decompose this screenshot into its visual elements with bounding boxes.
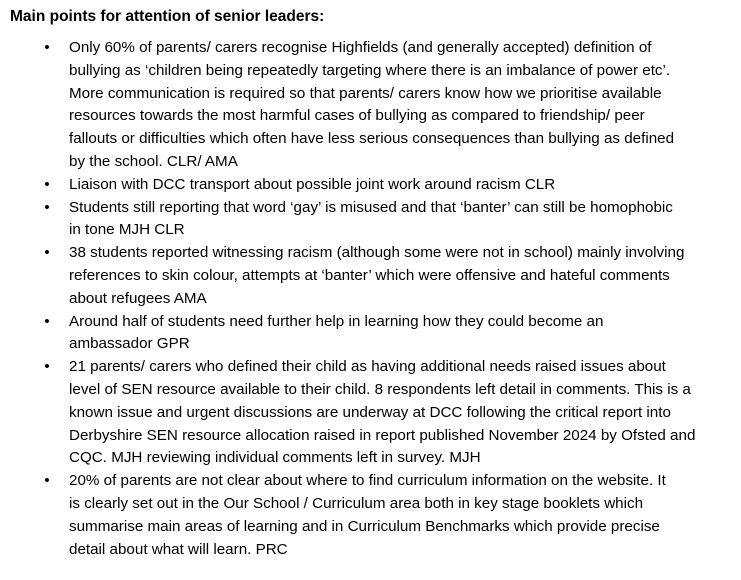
bullet-text-line: fallouts or difficulties which often have less serious consequences than bullying as defined xyxy=(69,130,675,148)
bullet-text-line: level of SEN resource available to their child. 8 respondents left detail in comments. This is a xyxy=(69,380,691,398)
bullet-item xyxy=(10,311,729,357)
bullet-text-line: about refugees AMA xyxy=(69,289,207,307)
bullet-text-line: Students still reporting that word ‘gay’ is misused and that ‘banter’ can still be homophobic xyxy=(69,198,673,216)
bullet-text-line: bullying as ‘children being repeatedly targeting where there is an imbalance of power etc’. xyxy=(69,61,671,79)
bullet-text-line: is clearly set out in the Our School / Curriculum area both in key stage booklets which xyxy=(69,494,644,512)
bullet-text-line: known issue and urgent discussions are underway at DCC following the critical report into xyxy=(69,403,671,421)
bullet-text-line: resources towards the most harmful cases of bullying as compared to friendship/ peer xyxy=(69,107,645,125)
bullet-text-line: detail about what will learn. PRC xyxy=(69,540,288,558)
bullet-text-line: Liaison with DCC transport about possible joint work around racism CLR xyxy=(69,175,556,193)
bullet-item xyxy=(10,356,729,470)
bullet-item xyxy=(10,174,729,197)
bullet-text-line: by the school. CLR/ AMA xyxy=(69,152,238,170)
bullet-text-line: in tone MJH CLR xyxy=(69,221,185,239)
bullet-item xyxy=(10,242,729,310)
bullet-text-line: CQC. MJH reviewing individual comments left in survey. MJH xyxy=(69,449,481,467)
bullet-text-line: 38 students reported witnessing racism (although some were not in school) mainly involving xyxy=(69,244,685,262)
bullet-point-icon: • xyxy=(44,175,50,193)
bullet-text-line: Only 60% of parents/ carers recognise Highfields (and generally accepted) definition of xyxy=(69,39,652,56)
bullet-point-icon: • xyxy=(44,39,50,56)
bullet-item xyxy=(10,197,729,243)
bullet-point-icon: • xyxy=(44,358,50,376)
bullet-text-line: references to skin colour, attempts at ‘banter’ which were offensive and hateful comments xyxy=(69,266,670,284)
bullet-text-line: 21 parents/ carers who defined their child as having additional needs raised issues about xyxy=(69,358,666,376)
bullet-point-icon: • xyxy=(44,312,50,330)
bullet-point-icon: • xyxy=(44,472,50,490)
bullet-list xyxy=(10,37,729,561)
bullet-point-icon: • xyxy=(44,244,50,262)
bullet-text-line: 20% of parents are not clear about where to find curriculum information on the website. It xyxy=(69,472,666,490)
bullet-text-line: Around half of students need further help in learning how they could become an xyxy=(69,312,604,330)
bullet-point-icon: • xyxy=(44,198,50,216)
bullet-text-line: Derbyshire SEN resource allocation raised in report published November 2024 by Ofsted and xyxy=(69,426,696,444)
bullet-text-line: summarise main areas of learning and in Curriculum Benchmarks which provide precise xyxy=(69,517,660,535)
bullet-item xyxy=(10,37,729,174)
bullet-item xyxy=(10,470,729,561)
bullet-text-line: ambassador GPR xyxy=(69,335,190,353)
bullet-text-line: More communication is required so that parents/ carers know how we prioritise available xyxy=(69,84,662,102)
document-title: Main points for attention of senior leaders: xyxy=(10,8,325,25)
